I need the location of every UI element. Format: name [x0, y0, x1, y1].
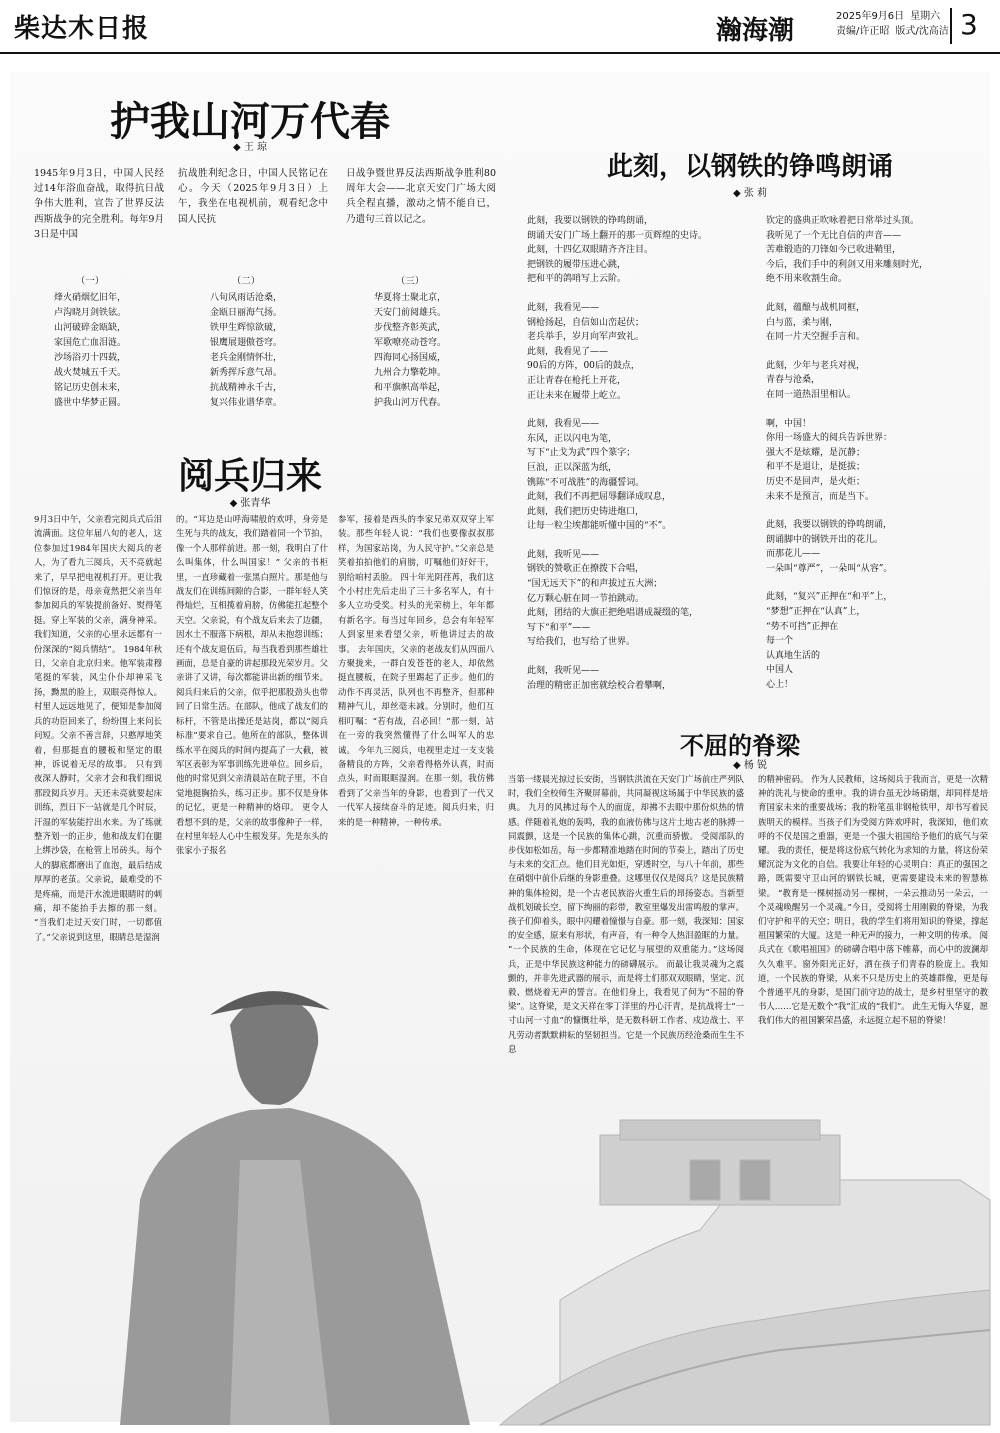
poem-line: 镌陈“不可战胜”的海疆誓词。 [527, 477, 645, 488]
poem-line: 钢铁的赞歌正在撩拨下合唱， [527, 564, 645, 575]
masthead [0, 0, 1000, 62]
poem-line: 未来不是预言，而是当下。 [766, 491, 875, 502]
poem-line: 步伐整齐彰英武， [373, 323, 446, 333]
article-body-col-2: 的精神密码。 作为人民教师，这场阅兵于我而言，更是一次精神的洗礼与使命的重申。我的讲台虽无沙场硝烟，却同样是培育国家未来的重要战场；我的粉笔虽非钢枪铁甲，却书写着民族明天的模样。当孩子们为受阅方阵欢呼时，我深知，他们欢呼的不仅是国之重器，更是一个强大祖国给予他们的底气与荣耀。 我的责任，便是将这份底气转化为求知的力量，将这份荣耀沉淀为文化的自信。我要让年轻的心灵明白：真正的强国之路，既需要守卫山河的钢铁长城，更需要建设未来的智慧栋梁。 “教育是一棵树摇动另一棵树，一朵云推动另一朵云，一个灵魂唤醒另一个灵魂。”今日，受阅将士用刚毅的脊梁，为我们守护和平的天空；明日，我的学生们将用知识的脊梁，撑起祖国繁荣的大厦。这是一种无声的接力，一种文明的传承。 阅兵式在《歌唱祖国》的磅礴合唱中落下帷幕，而心中的波澜却久久难平。窗外阳光正好，洒在孩子们青春的脸庞上。我知道，一个民族的脊梁，从来不只是历史上的英雄群像，更是每个普通平凡的身影，是国门前守边的战士，是乡村里坚守的教书人……它是无数个“我”汇成的“我们”。 此生无悔入华夏，愿我们伟大的祖国繁荣昌盛，永远挺立起不屈的脊梁！ [758, 774, 988, 1026]
poem-line: 抗战精神永千古， [209, 383, 282, 393]
poem-line: 铁甲生辉惊欲破， [209, 323, 282, 333]
poem-line: 军歌嘹亮动苍穹。 [373, 338, 446, 348]
article-byline: ◆ 张青华 [229, 498, 271, 509]
poem-line: 此刻，少年与老兵对视， [766, 360, 866, 371]
poem-line: 而那花儿—— [766, 549, 821, 560]
poem-line: “国无远天下”的和声拔过五大洲； [527, 579, 663, 590]
poem-stanza [527, 301, 749, 403]
poem-line: 卢沟晓月剑铁铉。 [53, 308, 126, 318]
article-intro-col-1: 1945年9月3日，中国人民经过14年浴血奋战，取得抗日战争伟大胜利，宣告了世界反法西斯战争的完全胜利。每年9月3日是中国 [34, 168, 164, 240]
poem-line: 我听见了一个无比自信的声音—— [766, 230, 902, 241]
article-body-col-1: 9月3日中午，父亲看完阅兵式后泪流满面。这位年届八旬的老人，这位参加过1984年国庆大阅兵的老人，为了看九三阅兵，天不亮就起来了，早早把电视机打开。更让我们惊讶的是，母亲竟然把父亲当年参加阅兵的军装提前备好、熨得笔挺。穿上军装的父亲，满身神采。我们知道，父亲的心里永远都有一份深深的“阅兵情结”。 1984年秋日，父亲自北京归来。他军装肃穆笔挺的军装，风尘仆仆却神采飞扬，黝黑的脸上，双眼亮得惊人。村里人远远地见了，便知是参加阅兵的功臣回来了，纷纷围上来问长问短。父亲不善言辞，只憨厚地笑着，但那挺直的腰板和坚定的眼神，诉说着无尽的故事。 只有到夜深人静时，父亲才会和我们细说那段阅兵岁月。天还未亮就要起床训练，烈日下一站就是几个时辰，汗湿的军装能拧出水来。为了练就整齐划一的正步，他和战友们在腿上绑沙袋，在枪管上吊砖头。每个人的脚底都磨出了血泡，最后结成厚厚的老茧。父亲说，最难受的不是疼痛，而是汗水流进眼睛时的刺痛，却不能抬手去擦的那一刻。 “当我们走过天安门时，一切都值了。”父亲说到这里，眼睛总是湿润 [34, 514, 162, 942]
poem-line: 正让未来在履带上屹立。 [527, 390, 627, 401]
poem-line: 银鹰展翅傲苍穹。 [209, 338, 282, 348]
poem-line: 沙场浴刃十四载， [53, 353, 126, 363]
poem-line: 此刻，我们把历史铸进炮口， [527, 506, 645, 517]
poem-line: 让每一粒尘埃都能听懂中国的“不”。 [527, 521, 672, 532]
poem-stanza [766, 301, 981, 345]
poem-stanza [527, 548, 749, 650]
article-body-col-3: 参军，接着是西头的李家兄弟双双穿上军装。那些年轻人说：“我们也要像叔叔那样，为国家站岗，为人民守护。”父亲总是笑着拍拍他们的肩膀，叮嘱他们好好干，别给咱村丢脸。 四十年光阴荏苒，我们这个小村庄先后走出了三十多名军人，有十多人立功受奖。村头的光荣榜上，年年都有新名字。每当过年回乡，总会有年轻军人到家里来看望父亲，听他讲过去的故事。 去年国庆，父亲的老战友们从四面八方聚拢来，一群白发苍苍的老人，却依然挺直腰板，在院子里踢起了正步。他们的动作不再灵活，队列也不再整齐，但那种精神气儿，却丝毫未减。分别时，他们互相叮嘱：“若有战，召必回！”那一刻，站在一旁的我突然懂得了什么叫军人的忠诚。 今年九三阅兵，电视里走过一支支装备精良的方阵，父亲看得格外认真，时而点头，时而眼眶湿润。在那一刻，我仿佛看到了父亲当年的身影，也看到了一代又一代军人接续奋斗的足迹。阅兵归来，归来的是一种精神，一种传承。 [338, 514, 494, 827]
poem-line: 治理的精密正加密就绘校合着攀啊， [527, 680, 672, 691]
poem-column-right [766, 214, 981, 707]
poem-line: 东风，正以闪电为笔， [527, 433, 618, 444]
article-intro-col-3: 日战争暨世界反法西斯战争胜利80周年大会——北京天安门广场大阅兵全程直播，激动之情不能自已，乃遣句三首以记之。 [346, 168, 496, 225]
poem-line: 苦难锻造的刀锋如今已收进鞘里， [766, 245, 902, 256]
poem-1 [40, 274, 140, 411]
article-byline: ◆ 杨 锐 [732, 760, 768, 771]
masthead-divider [950, 8, 952, 44]
poem-line: 此刻，我要以钢铁的铮鸣朗诵， [766, 520, 893, 531]
poem-line: 天安门前阅雄兵。 [373, 308, 446, 318]
great-wall-image [500, 1120, 990, 1425]
poem-line: 护我山河万代春。 [373, 398, 446, 408]
poem-line: 在同一道热泪里相认。 [766, 389, 857, 400]
poem-heading: （二） [231, 276, 261, 287]
poem-line: 此刻，我要以钢铁的铮鸣朗诵， [527, 216, 654, 226]
poem-line: 啊，中国！ [766, 418, 812, 429]
article-body-col-1: 当第一缕晨光掠过长安街，当钢铁洪流在天安门广场前庄严列队时，我们全校师生齐聚屏幕前，共同凝视这场属于中华民族的盛典。 九月的风拂过每个人的面庞，却拂不去眼中那份炽热的情感。伴随着礼炮的轰鸣，我的血液仿佛与这片土地古老的脉搏一同震颤，这是一个民族的集体心跳，沉重而骄傲。 受阅部队的步伐如松如岳，每一步都精准地踏在时间的节奏上，踏出了历史与未来的交汇点。他们目光如炬，穿透时空，与八十年前，那些在硝烟中前仆后继的身影重叠。这哪里仅仅是阅兵？这是民族精神的集体检阅，是一个古老民族浴火重生后的昂扬姿态。当新型战机划破长空，留下绚丽的彩带，教室里爆发出雷鸣般的掌声。孩子们仰着头，眼中闪耀着憧憬与自豪。那一刻，我深知：国家的安全感，原来有形状，有声音，有一种令人热泪盈眶的力量。 “一个民族的生命，体现在它记忆与展望的双重能力。”这场阅兵，正是中华民族这种能力的磅礴展示。 而最让我灵魂为之震颤的，并非先进武器的展示，而是将士们那双双眼睛，坚定、沉毅、燃烧着无声的誓言。在他们身上，我看见了何为“不屈的脊梁”。这脊梁，是文天祥在零丁洋里的丹心汗青，是抗战将士“一寸山河一寸血”的慷慨壮举，是无数科研工作者、戍边战士、平凡劳动者默默耕耘的坚韧担当。它是一个民族历经沧桑而生生不息 [508, 774, 744, 1054]
masthead-rule [0, 52, 1000, 54]
poem-line: 此刻，我看见—— [527, 302, 600, 313]
poem-line: 和平旗帜高举起， [373, 383, 446, 393]
poem-line: 钦定的盛典正吹咏着把日常举过头顶。 [766, 216, 920, 226]
poem-line: 此刻，我看见—— [527, 419, 600, 430]
poem-line: 认真地生活的 [766, 650, 821, 661]
poem-line: 朗诵天安门广场上翻开的那一页辉煌的史诗。 [527, 230, 708, 241]
poem-line: 今后，我们手中的利剑又用来雕刻时光， [766, 259, 929, 270]
poem-stanza [766, 214, 981, 287]
poem-line: 复兴伟业谱华章。 [209, 398, 282, 408]
poem-line: 烽火硝烟忆旧年， [53, 293, 126, 303]
poem-line: 金瓯日丽海气扬。 [209, 308, 282, 318]
section-name: 瀚海潮 [716, 16, 795, 46]
poem-line: 正让青春在枪托上开花， [527, 375, 627, 386]
editor-credit: 责编/许正昭 [836, 26, 890, 37]
poem-line: 盛世中华梦正圆。 [53, 398, 126, 408]
poem-stanza [527, 417, 749, 534]
poem-line: 巨浪，正以深蓝为纸， [527, 462, 618, 473]
poem-stanza [766, 417, 981, 505]
poem-stanza [766, 590, 981, 692]
article-byline: ◆ 张 莉 [732, 188, 768, 199]
poem-line: 老兵金刚情怀壮， [209, 353, 282, 363]
poem-heading: （三） [395, 276, 425, 287]
poem-line: 此刻，“复兴”正押在“和平”上， [766, 592, 893, 603]
poem-line: 一朵叫“尊严”，一朵叫“从容”。 [766, 563, 893, 574]
designer-credit: 版式/沈高洁 [895, 26, 949, 37]
poem-line: “势不可挡”正押在 [766, 621, 839, 632]
poem-line: 钢枪扬起，自信如山峦起伏； [527, 317, 645, 328]
poem-line: 八旬风雨话沧桑， [209, 293, 282, 303]
poem-line: 青春与沧桑， [766, 375, 821, 386]
poem-line: 老兵举手，岁月向军声致礼。 [527, 332, 645, 343]
issue-weekday: 星期六 [910, 11, 941, 22]
poem-line: 新秀挥斥意气昂。 [209, 368, 282, 378]
poem-line: 强大不是炫耀，是沉静； [766, 447, 866, 458]
poem-line: 心上！ [766, 680, 794, 691]
poem-line: 写下“止戈为武”四个篆字； [527, 448, 636, 459]
article-title: 不屈的脊梁 [680, 732, 800, 760]
poem-3 [360, 274, 460, 411]
poem-line: 90后的方阵，00后的鼓点， [527, 361, 640, 372]
poem-line: 此刻，十四亿双眼睛齐齐注目。 [527, 245, 654, 256]
poem-line: 亿万颗心脏在同一节拍跳动。 [527, 593, 645, 604]
poem-line: 此刻，团结的大旗正把绝唱谱成凝缀的笔， [527, 608, 699, 619]
poem-heading: （一） [75, 276, 105, 287]
poem-stanza [527, 664, 749, 693]
poem-2 [196, 274, 296, 411]
poem-line: 四海同心扬国威， [373, 353, 446, 363]
article-intro-col-2: 抗战胜利纪念日，中国人民铭记在心。今天（2025年9月3日）上午，我坐在电视机前，观看纪念中国人民抗 [178, 168, 328, 225]
poem-line: 九州合力擎乾坤。 [373, 368, 446, 378]
poem-line: 铭记历史创未来， [53, 383, 126, 393]
article-title: 护我山河万代春 [110, 98, 390, 145]
issue-info [836, 9, 955, 39]
poem-line: 和平不是退让，是挺拔； [766, 462, 866, 473]
soldier-silhouette [120, 991, 470, 1425]
poem-line: 朗诵脚中的钢铁开出的花儿。 [766, 534, 884, 545]
article-title: 此刻，以钢铁的铮鸣朗诵 [606, 152, 893, 182]
poem-stanza [766, 359, 981, 403]
poem-line: 此刻，我们不再把屈辱翻译成叹息， [527, 492, 672, 503]
poem-line: “梦想”正押在“认真”上， [766, 607, 866, 618]
poem-line: 写下“和平”—— [527, 622, 591, 633]
poem-line: 写给我们，也写给了世界。 [527, 637, 636, 648]
poem-line: 历史不是回声，是火炬； [766, 476, 866, 487]
article-byline: ◆ 王 琼 [232, 142, 268, 153]
newspaper-name: 柴达木日报 [14, 14, 150, 44]
page-number: 3 [960, 8, 978, 41]
article-title: 阅兵归来 [177, 455, 322, 497]
poem-stanza [527, 214, 749, 287]
article-body-col-2: 的。“耳边是山呼海啸般的欢呼，身旁是生死与共的战友，我们踏着同一个节拍，像一个人那样前进。那一刻，我明白了什么叫集体，什么叫国家！” 父亲的书柜里，一直珍藏着一张黑白照片。那是他与战友们在训练间隙的合影，一群年轻人笑得灿烂，互相揽着肩膀，仿佛能扛起整个天空。父亲说，有个战友后来去了边疆，因水土不服落下病根，却从未抱怨训练；还有个战友退伍后，每当我看到那些雄壮画面，总是自豪的讲起那段光荣岁月。父亲讲了又讲，每次都能讲出新的细节来。 阅兵归来后的父亲，似乎把那股劲头也带回了日常生活。在部队，他成了战友们的标杆，不管是出操还是站岗，都以“阅兵标准”要求自己。他所在的部队，整体训练水平在阅兵的时间内提高了一大截，被军区表彰为军事训练先进单位。回乡后，他的时常见到父亲清晨站在院子里，不自觉地挺胸抬头，练习正步。那不仅是身体的记忆，更是一种精神的烙印。 更令人看想不到的是，父亲的故事像种子一样，在村里年轻人心中生根发芽。先是东头的张家小子报名 [176, 514, 328, 856]
poem-line: 绝不用来收割生命。 [766, 274, 848, 285]
poem-line: 家国危亡血泪涟。 [53, 338, 126, 348]
poem-line: 战火焚城五千天。 [53, 368, 126, 378]
poem-line: 此刻，我听见—— [527, 666, 600, 677]
poem-line: 此刻，我看见了—— [527, 346, 609, 357]
issue-date: 2025年9月6日 [836, 11, 905, 22]
poem-line: 把和平的鸽哨写上云阶。 [527, 274, 627, 285]
poem-line: 此刻，蕴酿与战机同框， [766, 302, 866, 313]
poem-line: 中国人 [766, 665, 794, 676]
poem-line: 在同一片天空握手言和。 [766, 332, 866, 343]
poem-column-left [527, 214, 749, 707]
poem-line: 你用一场盛大的阅兵告诉世界： [766, 433, 893, 444]
poem-stanza [766, 518, 981, 576]
poem-line: 每一个 [766, 636, 794, 647]
poem-line: 山河破碎金瓯缺， [53, 323, 126, 333]
poem-line: 华夏将士聚北京， [373, 293, 446, 303]
poem-line: 把钢铁的履带压进心跳， [527, 259, 627, 270]
poem-line: 白与蓝，柔与刚， [766, 317, 839, 328]
poem-line: 此刻，我听见—— [527, 549, 600, 560]
